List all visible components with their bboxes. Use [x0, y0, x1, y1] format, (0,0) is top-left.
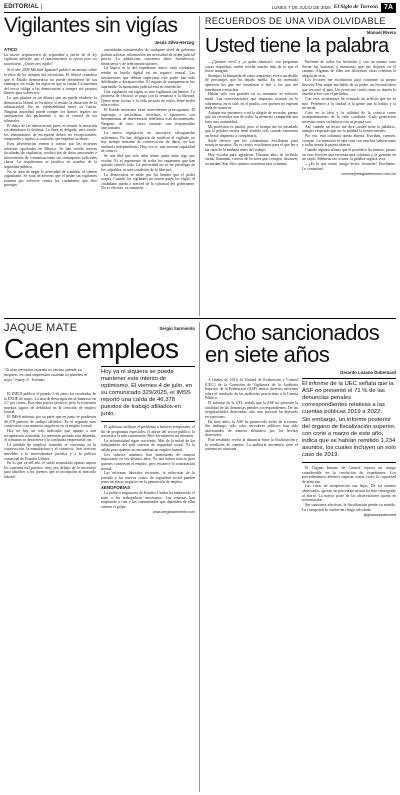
article4-paragraph: En siete años, la ASF ha promovido miles de acciones. Sin embargo, sólo ocho servidores públicos han sido sancionados de manera definitiva por los hechos detectados. [205, 419, 298, 438]
article4-byline: Gerardo Lozano Dubernard [340, 370, 396, 375]
article1-paragraph: La lógica es la del expediente único: cada ciudadano tendrá su huella digital en un registro central. Las instituciones que debían supervisar este poder han sido debilitadas o desaparecidas. El órgano de transparencia fue suprimido; la autonomía judicial está en entredicho. [101, 66, 195, 89]
article2-headline: Usted tiene la palabra [205, 35, 389, 57]
article2-paragraph: Hablar sólo con grandes en su momento es esfuerzo inútil. Las conversaciones que importan ocurren en la sobremesa, en el café, en el pasillo, con quienes no esperan nada de nosotros. [205, 92, 298, 111]
article3-paragraph: El IMSS informó por su parte que en junio se perdieron 46,378 puestos de trabajo afiliados. Es el segundo mes consecutivo con números negativos en el empleo formal. [4, 415, 96, 429]
article4-column-2 [302, 378, 396, 792]
article2-paragraph: Enfrente de todos los invitados y con un mismo tono llevan las historias y memorias que me dejaron en el camino. Algunas de ellas son dolorosas, otras celebran la alegría de vivir. [302, 60, 396, 78]
article2-column-1 [205, 60, 298, 312]
article1-headline: Vigilantes sin vigías [4, 14, 178, 37]
article3-epigraph: "Si una recesión cuando tu vecino pierde su empleo; es una depresión cuando tú pierdes el tuyo." Harry S. Truman [4, 367, 88, 382]
article3-paragraph: La política migratoria de Estados Unidos ha endurecido el trato a los trabajadores mexicanos. Las remesas han empezado a caer y las comunidades que dependen de ellas sienten el golpe. [101, 491, 195, 509]
article1-paragraph: La nueva legislación no incorpora salvaguardas suficientes. No hay obligación de notificar al vigilado, no hay tiempo máximo de conservación de datos, no hay auditoría independiente. Hay, eso sí, una enorme capacidad de control. [101, 131, 195, 154]
article2-paragraph: Por eso, esta columna queda abierta. Escriban, cuenten, corrijan. La memoria es una casa con muchas habitaciones y todas tienen la puerta abierta. [302, 134, 396, 148]
article3-column-2 [101, 366, 195, 792]
masthead: El Siglo de Torreón [333, 4, 379, 10]
article1-paragraph: La democracia se mide por los límites que el poder acepta. Cuando los vigilantes no tienen quién los vigile, el ciudadano queda a merced de la voluntad del gobernante. No es eficacia: es sumisión. [101, 172, 195, 191]
article4-paragraph: Las cifras de recuperación son bajas. De los montos observados, apenas un porcentaje menor ha sido reintegrado al erario. La mayor parte de las observaciones queda en solventación. [302, 484, 396, 503]
article2-column-2 [302, 60, 396, 312]
article1-lede: La nueva arquitectura de seguridad a partir de la ley vigilante advierte que el autoritarismo es eficaz pero no autoritario. ¿Quién nos vigila? [4, 52, 97, 66]
article1-column-2 [101, 48, 195, 310]
article4-paragraph: El informe de la UEC señala que la ASF no presentó la totalidad de las denuncias penales correspondientes. De las irregularidades detectadas, sólo una fracción ha derivado en sanciones. [205, 401, 298, 419]
pullquote-rule [101, 421, 195, 422]
article4-paragraph: El Órgano Interno de Control reporta un rezago considerable en la resolución de expedientes. Los procedimientos abiertos superan varias veces la capacidad de atención. [302, 466, 396, 484]
page-divider [4, 318, 396, 319]
article3-paragraph: El gobierno atribuye el problema a factores temporales: el fin de programas especiales, el ajuste del sector público, la reforma a la subcontratación. Pero los números no mienten. [101, 425, 195, 439]
article2-paragraph: Creo en la idea y la utilidad de la crónica como acompañamiento de la vida cotidiana. Cada generación necesita contar su historia con su propia voz. [302, 110, 396, 124]
article3-paragraph: Los salarios mínimos han aumentado de manera importante en los últimos años. Es una buena noticia para quienes conservan el empleo, pero encarece la contratación formal. [101, 452, 195, 471]
column-divider [199, 16, 200, 316]
article3-paragraph: El INEGI publicó el pasado 3 de junio los resultados de la ENOE de mayo. La tasa de desocupación se mantuvo en 2.7 por ciento. Este dato parece positivo, pero la economía muestra signos de debilidad en la creación de empleo formal. [4, 392, 96, 415]
article2-paragraph: Suele decirse que los columnistas escribimos para nosotros mismos. No es cierto: escribimos para el que lee a las siete de la mañana antes del trabajo. [205, 138, 298, 152]
article2-paragraph: Siempre, la búsqueda de estas respuestas evoca un desfile de personajes que ha dejado huella. En mi memoria aparecen los que me enseñaron a leer y los que me enseñaron a escuchar. [205, 73, 298, 92]
article1-paragraph: El deber de las democracias, pues, es resistir la tentación sin abandonar la defensa. La línea es delgada, pero existe: los instrumentos de excepción deben ser excepcionales, temporales y sujetos a controles que impidan su abuso. [4, 123, 97, 142]
article3-column-1 [4, 392, 96, 792]
article2-paragraph: Con esos testimonios he formado un archivo que no es mío. Pertenece a la ciudad, a la gente que la habita y la recuerda. [302, 96, 396, 111]
article1-paragraph: Se nos dirá que sólo debe temer quien tiene algo que ocultar. Es el argumento de todos los regímenes que han querido saberlo todo. La privacidad no es un privilegio de los culpables, es una condición de la libertad. [101, 154, 195, 172]
article1-column-1 [4, 48, 97, 310]
article3-paragraph: La informalidad sigue creciendo. Más de la mitad de los trabajadores del país carecen de seguridad social. Es la salida para quienes no encuentran un empleo formal. [101, 438, 195, 453]
article2-rule [205, 28, 396, 29]
article1-paragraph: Esas advertencias vienen a cuento por las recientes reformas aprobadas en México. Se han creado nuevas facultades de vigilancia, recolección de datos personales e intervención de comunicaciones sin contrapesos judiciales claros. La arquitectura se justifica en nombre de la seguridad pública. [4, 142, 97, 169]
article3-paragraph: La pérdida de empleos formales se concentra en la construcción, la manufactura y el comercio. Son sectores sensibles a la incertidumbre jurídica y a la política comercial de Estados Unidos. [4, 442, 96, 461]
article3-subhead: XENOFOBIAS [101, 485, 131, 490]
article1-paragraph: Si el año 2000 Michael Ignatieff publicó un ensayo sobre la ética de los tiempos del terrorismo. El liberal considera que el Estado democrático no puede defenderse de sus enemigos sin violar las reglas en que se funda. La amenaza del terror obliga a las democracias a romper sus propios límites para sobrevivir. [4, 68, 97, 96]
article2-paragraph: Hoy escribo para agradecer. Durante años he recibido cartas, llamadas, correos de lectores que corrigen, discuten, recuerdan. Son ellos quienes sostienen esta columna. [205, 152, 298, 166]
article2-kicker: RECUERDOS DE UNA VIDA OLVIDABLE [205, 16, 386, 26]
section-divider: | [40, 4, 43, 10]
page-number: 7A [381, 3, 396, 12]
article1-paragraph: El Estado mexicano tiene antecedentes preocupantes. El espionaje a periodistas, activistas y opositores con herramientas de intervención telefónica está documentado. Ninguno de esos casos terminó con responsables sancionados. [101, 108, 195, 131]
article3-website: www.sergiosarmiento.com [153, 510, 195, 515]
article4-handle: @glozanodubernard [363, 513, 396, 518]
article1-paragraph: Una vigilancia sin vigías es una vigilancia sin límites. La promesa de eficacia se paga con la renuncia a la libertad. Quien tiene acceso a la vida privada de todos, tiene poder sobre todos. [101, 89, 195, 108]
page-header [4, 2, 396, 13]
article3-paragraph: Las reformas laborales recientes, la reducción de la jornada y los nuevos costos de seguridad social pueden tener un efecto negativo en la generación de empleo. [101, 471, 195, 485]
article2-paragraph: —¿Es lo que usted, amigo lector, recuerda? Escríbame. Le contestaré. [302, 162, 396, 171]
article1-paragraph: No se trata de negar la necesidad de combatir al crimen organizado. Se trata de advertir que el poder sin vigilantes termina por volverse contra los ciudadanos que dice proteger. [4, 169, 97, 188]
article4-paragraph: A finales de 2014, la Unidad de Evaluación y Control (UEC) de la Comisión de Vigilancia de la Auditoría Superior de la Federación (ASF) emitió diversos informes sobre el resultado de las auditorías practicadas a la Cuenta Pública. [205, 378, 298, 401]
article3-paragraph: En lo que va del año, el saldo acumulado apenas supera los cuarenta mil puestos, muy por debajo de lo necesario para absorber a los jóvenes que se incorporan al mercado laboral. [4, 461, 96, 480]
article1-byline: Jesús Silva-Herzog [154, 40, 194, 45]
article2-paragraph: Aunque me pertenece a mí la alegría de recordar, pienso que los recuerdos son de todos: la memoria compartida nos hace una comunidad. [205, 110, 298, 124]
pullquote-rule [302, 462, 396, 463]
article2-paragraph: Así, cuando un lector me dice «usted tiene la palabra», siempre respondo que no: la palabra la tienen ustedes. [302, 124, 396, 134]
article3-headline: Caen empleos [4, 333, 179, 364]
article4-column-1 [205, 378, 298, 792]
article4-pullquote-continued: Sin embargo, un informe posterior del órgano de fiscalización superior, con corte a marzo de este año, indica que se habían remitido 1,234 asuntos, los cuales incluyen un solo caso de 2019. [302, 417, 396, 458]
section-label [4, 4, 43, 10]
article2-paragraph: —¿Quiénes eres? y ¿a quién admiras?, son preguntas cuyas respuestas suelen revelar mucho más de lo que el lector imagina. [205, 60, 298, 74]
article4-pullquote: El informe de la UEC señala que la ASF no presentó el 71 % de las denuncias penales correspondientes relativas a las cuentas públicas 2019 a 2022. [302, 378, 396, 416]
section-name: EDITORIAL [4, 4, 39, 10]
header-right [272, 3, 396, 12]
article4-headline: Ocho sancionados en siete años [205, 320, 380, 367]
article2-paragraph: Cuando alguien afirma que el periódico ha muerto, pienso en esos lectores que recortan una columna y la guardan en un cajón. Mientras eso ocurra, la palabra seguirá viva. [302, 148, 396, 162]
article3-byline: Sergio Sarmiento [159, 326, 195, 331]
article4-paragraph: Este resultado revela la distancia entre la fiscalización y la rendición de cuentas. La auditoría encuentra, pero el sistema no sanciona. [205, 438, 298, 452]
article2-email: mrivera@elsiglodetorreon.com.mx [341, 172, 396, 177]
article2-byline: Manuel Rivera [366, 30, 396, 35]
article1-paragraph: autoridades ministeriales de cualquier nivel de gobierno podrán solicitar información sin necesidad de orden judicial previa. La plataforma concentra datos biométricos, financieros y de telecomunicaciones. [101, 48, 195, 66]
issue-date: LUNES 7 DE JULIO DE 2025 [271, 4, 331, 10]
article4-paragraph: Sin sanciones efectivas, la fiscalización pierde su sentido. La corrupción se vuelve un riesgo calculado. [302, 502, 396, 512]
article2-paragraph: Los lectores me escribieron para contarme su propia historia. Una mujer me habló de su padre, un ferrocarrilero que recorrió el país. Un joven me contó cómo su abuela le enseñó a leer con el periódico. [302, 78, 396, 97]
article1-lede-label: ÁTICO [4, 48, 18, 52]
article3-kicker: JAQUE MATE [4, 322, 78, 334]
column-divider [199, 322, 200, 792]
article1-paragraph: Lo que plantea es un dilema que no puede eludirse: la democracia liberal se fortalece si resiste la tentación de la arbitrariedad. En su vulnerabilidad mora su fuerza. Ninguna autoridad puede romper los límites legales sin autorización del parlamento y sin el control de los tribunales. [4, 96, 97, 123]
article3-paragraph: Hoy no hay un solo indicador que apunte a una recuperación sostenida. La inversión privada está detenida, el consumo se desacelera y la confianza empresarial cae. [4, 428, 96, 443]
article3-pullquote: Hoy ya ni siquiera se puede mantener este intento de optimismo. El viernes 4 de julio, en su comunicado 329/2025, el IMSS reportó una caída de 46,378 puestos de trabajo afiliados en junio. [101, 366, 195, 418]
article2-paragraph: Mi profesión es pasión, pero el tiempo me ha enseñado que la palabra escrita tiene sentido sólo cuando encuentra un lector dispuesto a completarla. [205, 124, 298, 138]
